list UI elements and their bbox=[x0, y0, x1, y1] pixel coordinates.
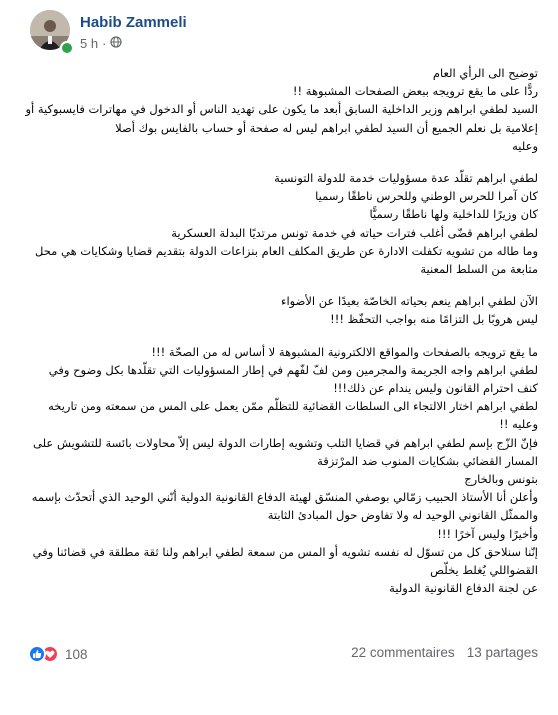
author-name[interactable]: Habib Zammeli bbox=[80, 14, 187, 31]
post-text-line: ردًّا على ما يقع ترويجه ببعض الصفحات المشبوهة !! bbox=[292, 84, 538, 99]
post-text-line: القضواللي يُغلط يخلّص bbox=[430, 563, 538, 578]
post-text-line: وعليه !! bbox=[499, 417, 538, 432]
reactions-summary[interactable] bbox=[28, 645, 88, 663]
online-status-indicator bbox=[60, 41, 74, 55]
post-text-line: الآن لطفي ابراهم ينعم بحياته الخاصّة بعيدًا عن الأضواء bbox=[281, 294, 538, 309]
post-text-line: إنّنا سنلاحق كل من تسوّل له نفسه تشويه أو المس من سمعة لطفي ابراهم ولنا ثقة مطلقة في قضائنا وفي bbox=[32, 544, 538, 559]
engagement-counts bbox=[351, 645, 538, 660]
post-text-line: عن لجنة الدفاع القانونية الدولية bbox=[389, 581, 538, 596]
post-text-line: متابعة من السلط المعنية bbox=[420, 262, 538, 277]
post-text-line: السيد لطفي ابراهم وزير الداخلية السابق أبعد ما يكون على تهديد الناس أو الدخول في مهاترات فايسبوكية أو bbox=[25, 102, 538, 117]
post-text-line: وأخيرًا وليس آخرًا !!! bbox=[437, 526, 538, 541]
post-text-line: لطفي ابراهم واجه الجريمة والمجرمين ومن لفّ لفّهم في إطار المسؤوليات التي تقلّدها بكل وضوح وفي bbox=[48, 362, 538, 377]
post-text-line: لطفي ابراهم تقلّد عدة مسؤوليات خدمة للدولة التونسية bbox=[274, 171, 538, 186]
paragraph-gap bbox=[16, 155, 538, 169]
paragraph-gap bbox=[16, 329, 538, 343]
comments-count-link[interactable]: 22 commentaires bbox=[351, 645, 455, 660]
post-text-line: بتونس وبالخارج bbox=[464, 472, 538, 487]
post-text-line: وعليه bbox=[512, 138, 538, 153]
post-text-line: ليس هروبًا بل التزامًا منه بواجب التحفّظ !!! bbox=[330, 312, 538, 327]
post-text-line: ما يقع ترويجه بالصفحات والمواقع الالكترونية المشبوهة لا أساس له من الصحّة !!! bbox=[151, 344, 538, 359]
post-meta bbox=[80, 36, 122, 51]
paragraph-gap bbox=[16, 278, 538, 292]
post-text-line: وما طاله من تشويه تكفلت الادارة عن طريق المكلف العام بنزاعات الدولة بتقديم قضايا وشكايات هي محل bbox=[35, 243, 538, 258]
post-text-line: توضيح الى الرأي العام bbox=[432, 66, 538, 80]
post-time[interactable]: 5 h bbox=[80, 36, 99, 51]
post-text-line: والممثّل القانوني الوحيد له ولا تفاوض حول المبادئ الثابتة bbox=[267, 508, 538, 523]
post-footer bbox=[0, 640, 558, 670]
post-text-line: وأعلن أنا الأستاذ الحبيب زمّالي بوصفي المنسّق لهيئة الدفاع القانونية الدولية أنّني الوحيد الذي أتحدّث بإسمه bbox=[31, 490, 538, 505]
post-body bbox=[16, 64, 538, 597]
post-text-line: كان آمرا للحرس الوطني وللحرس ناطقًا رسميا bbox=[315, 189, 538, 204]
reaction-count: 108 bbox=[65, 646, 88, 662]
post-text-line: إعلامية بل نعلم الجميع أن السيد لطفي ابراهم ليس له صفحة أو حساب بالفايس بوك أصلا bbox=[115, 120, 538, 135]
post-text-line: لطفي ابراهم اختار الالتجاء الى السلطات القضائية للتظلّم ممّن يعمل على المس من سمعته ومن تاريخه bbox=[48, 399, 538, 414]
shares-count-link[interactable]: 13 partages bbox=[466, 645, 538, 660]
thumbs-up-icon bbox=[28, 645, 46, 663]
post-text-line: المسار القضائي بشكايات المنوب ضد المرْتزقة bbox=[317, 453, 538, 468]
globe-icon[interactable] bbox=[110, 36, 122, 51]
post-text-line: كان وزيرًا للداخلية ولها ناطقًا رسميًّا bbox=[369, 207, 538, 222]
post-text-line: فإنّ الزّج بإسم لطفي ابراهم في قضايا التلب وتشويه إطارات الدولة ليس إلاّ محاولات بائسة للتشويش على bbox=[33, 435, 538, 450]
meta-separator: · bbox=[102, 36, 107, 51]
post-text-line: لطفي ابراهم قضّى أغلب فترات حياته في خدمة تونس مرتديًا البدلة العسكرية bbox=[171, 225, 538, 240]
post-text-line: كنف احترام القانون وليس يندام عن ذلك!!! bbox=[333, 381, 538, 396]
